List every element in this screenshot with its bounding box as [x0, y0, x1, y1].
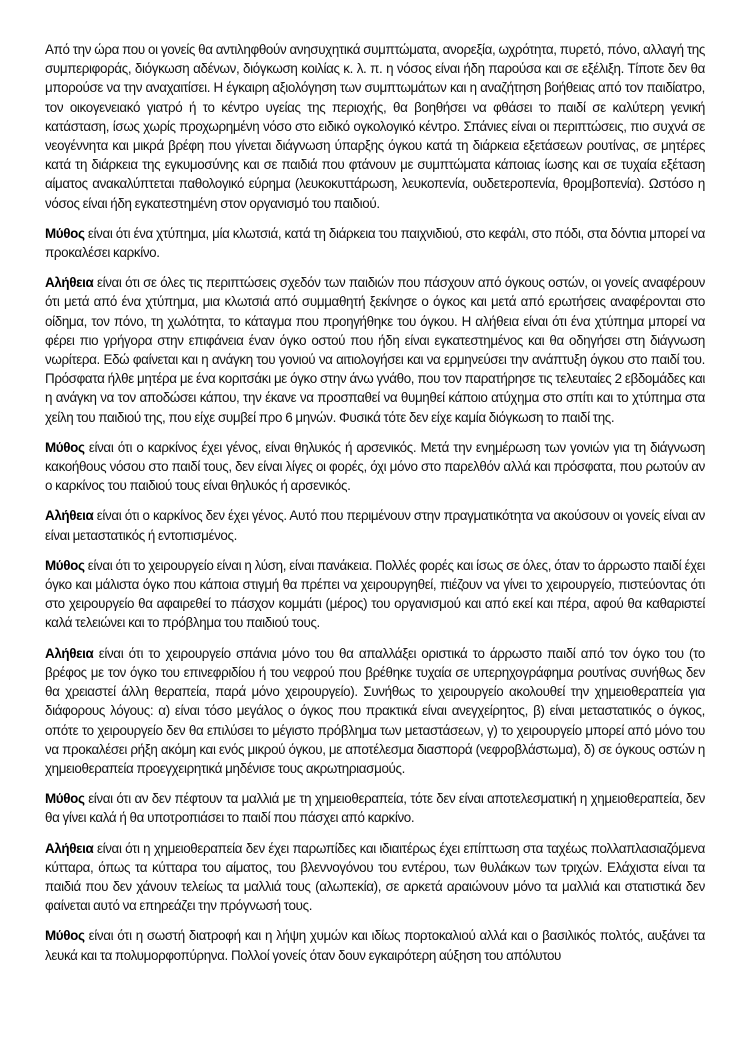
truth-label: Αλήθεια [45, 508, 94, 524]
document-page [45, 40, 705, 976]
paragraph-text: είναι ότι σε όλες τις περιπτώσεις σχεδόν των παιδιών που πάσχουν από όγκους οστών, οι γονείς αναφέρουν ότι μετά από ένα χτύπημα, μια κλωτσιά από συμμαθητή ξεκίνησε ο όγκος και μετά από ερωτήσεις αναφέρονται στο οίδημα, τον πόνο, τη χωλότητα, το κάταγμα που προηγήθηκε του όγκου. Η αλήθεια είναι ότι ένα χτύπημα μπορεί να φέρει πιο γρήγορα στην επιφάνεια έναν όγκο οστού που ήδη είναι εγκατεστημένος και θα οδηγήσει στη διάγνωση νωρίτερα. Εδώ φαίνεται και η ανάγκη του γονιού να αιτιολογήσει και να ερμηνεύσει την ανάπτυξη όγκου στο παιδί του. Πρόσφατα ήλθε μητέρα με ένα κοριτσάκι με όγκο στην άνω γνάθο, που τον παρατήρησε τις τελευταίες 2 εβδομάδες και η ανάγκη να τον αποδώσει κάπου, την έκανε να προσπαθεί να θυμηθεί κάποιο ατύχημα στο σπίτι και το χτύπημα στα χείλη του παιδιού της, που είχε συμβεί προ 6 μηνών. Φυσικά τότε δεν είχε καμία διόγκωση το παιδί της. [45, 275, 705, 425]
paragraph-text: είναι ότι το χειρουργείο είναι η λύση, είναι πανάκεια. Πολλές φορές και ίσως σε όλες, όταν το άρρωστο παιδί έχει όγκο και μάλιστα όγκο που κάποια στιγμή θα πρέπει να χειρουργηθεί, πιέζουν να γίνει το χειρουργείο, πιστεύοντας ότι στο χειρουργείο θα αφαιρεθεί το πάσχον κομμάτι (μέρος) του οργανισμού και από εκεί και πέρα, αφού θα καθαριστεί καλά τελειώνει και το πρόβλημα του παιδιού τους. [45, 557, 705, 631]
paragraph-text: είναι ότι η χημειοθεραπεία δεν έχει παρωπίδες και ιδιαιτέρως έχει επίπτωση στα ταχέως πολλαπλασιαζόμενα κύτταρα, όπως τα κύτταρα του αίματος, του βλεννογόνου του εντέρου, των θυλάκων των τριχών. Ελάχιστα είναι τα παιδιά που δεν χάνουν τελείως τα μαλλιά τους (αλωπεκία), σε αρκετά αραιώνουν μόνο τα μαλλιά και στατιστικά δεν φαίνεται αυτό να επηρεάζει την πρόγνωσή τους. [45, 840, 705, 914]
paragraph-text: είναι ότι το χειρουργείο σπάνια μόνο του θα απαλλάξει οριστικά το άρρωστο παιδί από τον όγκο του (το βρέφος με τον όγκο του επινεφριδίου ή του νεφρού που βρέθηκε τυχαία σε υπερηχογράφημα ρουτίνας συνήθως δεν θα χρειαστεί άλλη θεραπεία, παρά μόνο χειρουργείο). Συνήθως το χειρουργείο ακολουθεί την χημειοθεραπεία για διάφορους λόγους: α) είναι τόσο μεγάλος ο όγκος που πρακτικά είναι ανεγχείρητος, β) είναι μεταστατικός ο όγκος, οπότε το χειρουργείο δεν θα επιλύσει το μέγιστο πρόβλημα των μεταστάσεων, γ) το χειρουργείο μπορεί από μόνο του να προκαλέσει ρήξη ακόμη και ενός μικρού όγκου, με αποτέλεσμα διασπορά (νεφροβλάστωμα), δ) σε όγκους οστών η χημειοθεραπεία προεγχειρητικά μηδένισε τους ακρωτηριασμούς. [45, 645, 705, 776]
paragraph-myth-surgery [45, 556, 705, 633]
paragraph-text: είναι ότι η σωστή διατροφή και η λήψη χυμών και ιδίως πορτοκαλιού αλλά και ο βασιλικός πολτός, αυξάνει τα λευκά και τα πολυμορφοπύρηνα. Πολλοί γονείς όταν δουν εγκαιρότερη αύξηση του απόλυτου [45, 928, 705, 963]
paragraph-truth-hair [45, 839, 705, 916]
paragraph-text: είναι ότι ο καρκίνος έχει γένος, είναι θηλυκός ή αρσενικός. Μετά την ενημέρωση των γονιών για τη διάγνωση κακοήθους νόσου στο παιδί τους, δεν είναι λίγες οι φορές, όχι μόνο στο παρελθόν αλλά και πρόσφατα, που ρωτούν αν ο καρκίνος του παιδιού τους είναι θηλυκός ή αρσενικός. [45, 439, 705, 494]
myth-label: Μύθος [45, 439, 85, 455]
truth-label: Αλήθεια [45, 645, 94, 661]
paragraph-truth-injury [45, 273, 705, 427]
truth-label: Αλήθεια [45, 275, 94, 291]
myth-label: Μύθος [45, 928, 85, 944]
paragraph-myth-nutrition [45, 926, 705, 964]
truth-label: Αλήθεια [45, 840, 94, 856]
paragraph-text: Από την ώρα που οι γονείς θα αντιληφθούν ανησυχητικά συμπτώματα, ανορεξία, ωχρότητα, πυρετό, πόνο, αλλαγή της συμπεριφοράς, διόγκωση αδένων, διόγκωση κοιλίας κ. λ. π. η νόσος είναι ήδη παρούσα και σε εξέλιξη. Τίποτε δεν θα μπορούσε να την αναχαιτίσει. Η έγκαιρη αξιολόγηση των συμπτωμάτων και η αναζήτηση βοήθειας από τον παιδίατρο, τον οικογενειακό γιατρό ή το κέντρο υγείας της περιοχής, θα βοηθήσει να φθάσει το παιδί σε καλύτερη γενική κατάσταση, ίσως χωρίς προχωρημένη νόσο στο ειδικό ογκολογικό κέντρο. Σπάνιες είναι οι περιπτώσεις, πιο συχνά σε νεογέννητα και μικρά βρέφη που γίνεται διάγνωση ύπαρξης όγκου κατά τη διάρκεια εξετάσεων ρουτίνας, σε μητέρες κατά τη διάρκεια της εγκυμοσύνης και σε παιδιά που φτάνουν με συμπτώματα κάποιας ίωσης και σε τυχαία εξέταση αίματος ανακαλύπτεται παθολογικό εύρημα (λευκοκυττάρωση, λευκοπενία, ουδετεροπενία, θρομβοπενία). Ωστόσο η νόσος είναι ήδη εγκατεστημένη στον οργανισμό του παιδιού. [45, 42, 705, 211]
paragraph-myth-injury [45, 224, 705, 262]
myth-label: Μύθος [45, 225, 85, 241]
paragraph-myth-gender [45, 438, 705, 496]
paragraph-text: είναι ότι ο καρκίνος δεν έχει γένος. Αυτό που περιμένουν στην πραγματικότητα να ακούσουν οι γονείς είναι αν είναι μεταστατικός ή εντοπισμένος. [45, 508, 705, 543]
paragraph-truth-surgery [45, 644, 705, 778]
myth-label: Μύθος [45, 791, 85, 807]
myth-label: Μύθος [45, 557, 85, 573]
paragraph-text: είναι ότι ένα χτύπημα, μία κλωτσιά, κατά τη διάρκεια του παιχνιδιού, στο κεφάλι, στο πόδι, στα δόντια μπορεί να προκαλέσει καρκίνο. [45, 225, 705, 261]
paragraph-text: είναι ότι αν δεν πέφτουν τα μαλλιά με τη χημειοθεραπεία, τότε δεν είναι αποτελεσματική η χημειοθεραπεία, δεν θα γίνει καλά ή θα υποτροπιάσει το παιδί που πάσχει από καρκίνο. [45, 791, 705, 826]
paragraph-intro [45, 40, 705, 213]
paragraph-truth-gender [45, 506, 705, 544]
paragraph-myth-hair [45, 789, 705, 827]
